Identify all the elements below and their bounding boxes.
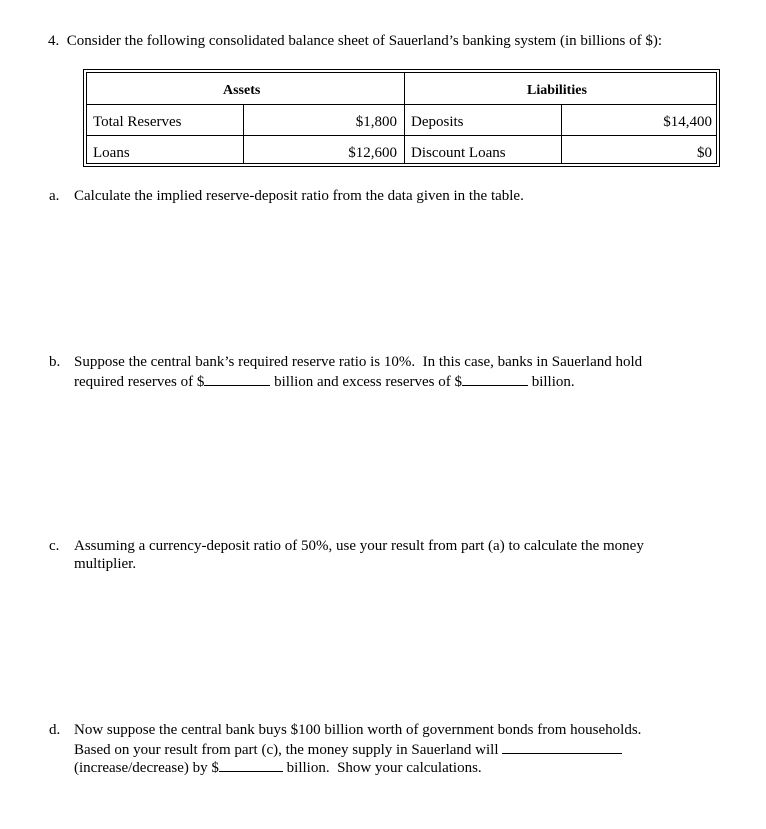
part-d-text: billion. Show your calculations. xyxy=(286,760,482,776)
liability-label: Discount Loans xyxy=(411,145,506,161)
part-d-line1: Now suppose the central bank buys $100 billion worth of government bonds from households. xyxy=(74,722,642,738)
excess-reserves-blank[interactable] xyxy=(462,371,528,386)
asset-label: Loans xyxy=(93,145,130,161)
table-divider xyxy=(87,104,716,105)
asset-value: $12,600 xyxy=(348,145,397,161)
required-reserves-blank[interactable] xyxy=(204,371,270,386)
part-b-line2 xyxy=(74,371,575,391)
balance-sheet-table xyxy=(83,69,720,167)
part-b-text: billion and excess reserves of $ xyxy=(274,374,462,390)
table-divider xyxy=(243,104,244,163)
asset-value: $1,800 xyxy=(355,114,397,130)
part-c-label: c. xyxy=(49,538,60,554)
part-a-label: a. xyxy=(49,188,60,204)
asset-label: Total Reserves xyxy=(93,114,182,130)
part-c-line2: multiplier. xyxy=(74,556,137,572)
table-divider xyxy=(404,73,405,163)
part-a-text: Calculate the implied reserve-deposit ratio from the data given in the table. xyxy=(74,188,524,204)
part-b-line1: Suppose the central bank’s required reserve ratio is 10%. In this case, banks in Sauerland hold xyxy=(74,354,643,370)
increase-decrease-blank[interactable] xyxy=(502,739,622,754)
table-divider xyxy=(87,135,716,136)
part-d-line3 xyxy=(74,757,482,777)
part-b-text: billion. xyxy=(531,374,575,390)
liability-label: Deposits xyxy=(411,114,464,130)
part-d-text: Based on your result from part (c), the money supply in Sauerland will xyxy=(74,742,499,758)
part-b-label: b. xyxy=(49,354,61,370)
part-c-line1: Assuming a currency-deposit ratio of 50%, use your result from part (a) to calculate the money xyxy=(74,538,644,554)
liability-value: $14,400 xyxy=(663,114,712,130)
table-divider xyxy=(561,104,562,163)
part-d-label: d. xyxy=(49,722,61,738)
money-supply-change-blank[interactable] xyxy=(219,757,283,772)
part-d-line2 xyxy=(74,739,622,759)
liabilities-header: Liabilities xyxy=(527,83,587,98)
assets-header: Assets xyxy=(223,83,261,98)
question-title: 4. Consider the following consolidated balance sheet of Sauerland’s banking system (in billions of $): xyxy=(48,33,663,49)
part-b-text: required reserves of $ xyxy=(74,374,205,390)
part-d-text: (increase/decrease) by $ xyxy=(74,760,219,776)
liability-value: $0 xyxy=(697,145,712,161)
